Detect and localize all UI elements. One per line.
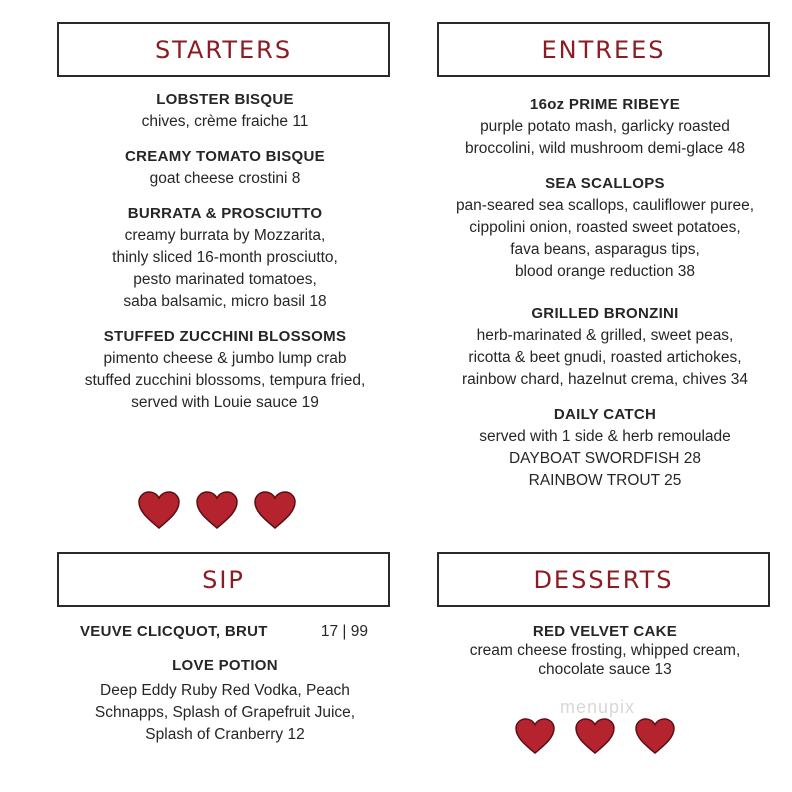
item-name: GRILLED BRONZINI: [531, 305, 679, 322]
starters-title: STARTERS: [154, 35, 293, 64]
item-description: Schnapps, Splash of Grapefruit Juice,: [94, 704, 356, 721]
item-name: CREAMY TOMATO BISQUE: [125, 148, 325, 165]
starters-hearts: [137, 490, 297, 530]
sip-potion: [40, 655, 410, 746]
desserts-title: DESSERTS: [533, 565, 674, 594]
item-description: thinly sliced 16-month prosciutto,: [112, 249, 338, 266]
menu-item: [420, 173, 790, 283]
desserts-list: [420, 622, 790, 679]
heart-icon: [574, 717, 616, 755]
item-description: Splash of Cranberry 12: [145, 726, 305, 743]
entrees-header: [437, 22, 770, 77]
item-description: broccolini, wild mushroom demi-glace 48: [465, 140, 745, 157]
item-name: RED VELVET CAKE: [532, 623, 678, 640]
item-name: LOBSTER BISQUE: [156, 91, 294, 108]
item-description: purple potato mash, garlicky roasted: [480, 118, 730, 135]
sip-title: SIP: [202, 565, 245, 594]
item-description: creamy burrata by Mozzarita,: [124, 227, 326, 244]
menu-item: [40, 203, 410, 313]
item-description: pesto marinated tomatoes,: [133, 271, 317, 288]
entrees-list: [420, 94, 790, 492]
heart-icon: [195, 490, 239, 530]
item-description: rainbow chard, hazelnut crema, chives 34: [461, 371, 749, 388]
desserts-header: [437, 552, 770, 607]
item-name: DAILY CATCH: [553, 406, 657, 423]
item-description: ricotta & beet gnudi, roasted artichokes,: [468, 349, 742, 366]
item-description: DAYBOAT SWORDFISH 28: [508, 450, 702, 467]
desserts-hearts: [514, 717, 676, 755]
item-description: saba balsamic, micro basil 18: [123, 293, 327, 310]
item-description: chocolate sauce 13: [538, 661, 672, 678]
heart-icon: [634, 717, 676, 755]
heart-icon: [137, 490, 181, 530]
item-name: LOVE POTION: [172, 657, 278, 674]
item-description: served with Louie sauce 19: [131, 394, 319, 411]
heart-icon: [514, 717, 556, 755]
item-description: cream cheese frosting, whipped cream,: [469, 642, 741, 659]
item-description: Deep Eddy Ruby Red Vodka, Peach: [100, 682, 350, 699]
menu-item: [40, 146, 410, 190]
menu-item: [420, 303, 790, 391]
sip-list: [80, 621, 370, 643]
item-name: SEA SCALLOPS: [545, 175, 665, 192]
item-description: pan-seared sea scallops, cauliflower puree,: [455, 197, 755, 214]
item-name: BURRATA & PROSCIUTTO: [127, 205, 323, 222]
item-description: cippolini onion, roasted sweet potatoes,: [469, 219, 741, 236]
menu-item: [420, 404, 790, 492]
starters-list: [40, 89, 410, 414]
item-name: VEUVE CLICQUOT, BRUT: [80, 623, 268, 640]
starters-header: [57, 22, 390, 77]
item-description: goat cheese crostini 8: [149, 170, 301, 187]
sip-header: [57, 552, 390, 607]
item-description: RAINBOW TROUT 25: [528, 472, 682, 489]
item-description: chives, crème fraiche 11: [141, 113, 309, 130]
menu-item: [80, 621, 370, 643]
item-name: 16oz PRIME RIBEYE: [529, 96, 681, 113]
watermark: menupix: [560, 697, 636, 717]
item-price: 17 | 99: [320, 623, 368, 640]
item-description: stuffed zucchini blossoms, tempura fried,: [84, 372, 366, 389]
item-description: pimento cheese & jumbo lump crab: [103, 350, 347, 367]
menu-item: [40, 89, 410, 133]
item-description: herb-marinated & grilled, sweet peas,: [476, 327, 734, 344]
item-description: fava beans, asparagus tips,: [510, 241, 700, 258]
menu-item: [40, 326, 410, 414]
heart-icon: [253, 490, 297, 530]
item-description: blood orange reduction 38: [514, 263, 696, 280]
item-description: served with 1 side & herb remoulade: [479, 428, 731, 445]
entrees-title: ENTREES: [541, 35, 666, 64]
menu-item: [420, 94, 790, 160]
item-name: STUFFED ZUCCHINI BLOSSOMS: [103, 328, 347, 345]
